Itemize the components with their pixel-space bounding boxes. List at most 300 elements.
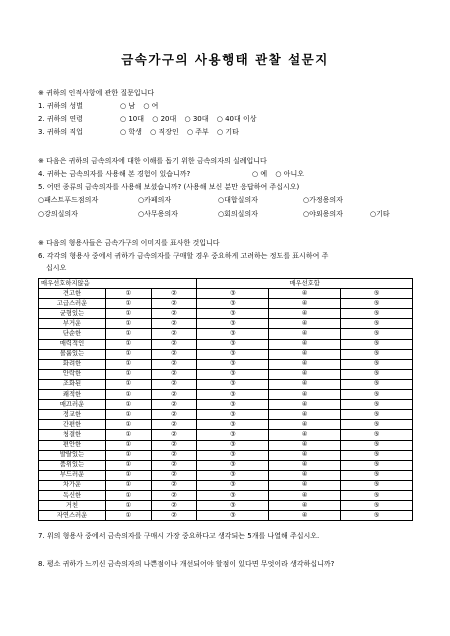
scale-option-5[interactable]: ⑤ [373, 511, 380, 519]
scale-option-3[interactable]: ③ [229, 319, 236, 327]
table-row [39, 379, 413, 389]
scale-option-2[interactable]: ② [171, 299, 177, 307]
scale-cell[interactable] [197, 490, 269, 500]
q5-option-lecture-room[interactable]: ○강의실의자 [38, 210, 78, 218]
scale-cell[interactable] [151, 490, 197, 500]
scale-cell[interactable] [197, 299, 269, 309]
scale-cell[interactable] [341, 359, 413, 369]
q5-option-waiting-room[interactable]: ○대합실의자 [218, 196, 258, 204]
scale-cell[interactable] [151, 480, 197, 490]
scale-option-3[interactable]: ③ [229, 400, 236, 408]
scale-option-4[interactable]: ④ [301, 451, 308, 459]
q1-label: 1. 귀하의 성별 [38, 102, 83, 110]
scale-option-5[interactable]: ⑤ [373, 420, 380, 428]
adjective-label: 정교한 [39, 410, 106, 420]
scale-option-1[interactable]: ① [125, 441, 132, 449]
scale-cell[interactable] [269, 339, 341, 349]
q6-text-line2: 십시오 [46, 264, 67, 272]
scale-cell[interactable] [197, 440, 269, 450]
scale-option-3[interactable]: ③ [229, 471, 236, 479]
scale-option-3[interactable]: ③ [229, 461, 236, 469]
scale-option-2[interactable]: ② [171, 410, 177, 418]
scale-option-3[interactable]: ③ [229, 390, 236, 398]
scale-cell[interactable] [269, 289, 341, 299]
scale-option-3[interactable]: ③ [229, 299, 236, 307]
scale-option-2[interactable]: ② [171, 481, 177, 489]
scale-option-4[interactable]: ④ [301, 390, 308, 398]
scale-cell[interactable] [341, 329, 413, 339]
scale-cell[interactable] [341, 410, 413, 420]
scale-option-1[interactable]: ① [125, 380, 132, 388]
scale-cell[interactable] [197, 450, 269, 460]
scale-cell[interactable] [197, 430, 269, 440]
scale-cell[interactable] [197, 359, 269, 369]
adjective-label: 편안한 [39, 440, 106, 450]
scale-cell[interactable] [106, 460, 152, 470]
table-row [39, 400, 413, 410]
scale-option-3[interactable]: ③ [229, 451, 236, 459]
scale-cell[interactable] [341, 349, 413, 359]
scale-cell[interactable] [197, 319, 269, 329]
q3-row [38, 128, 239, 137]
scale-cell[interactable] [106, 390, 152, 400]
scale-option-1[interactable]: ① [125, 491, 132, 499]
scale-cell[interactable] [151, 511, 197, 521]
scale-cell[interactable] [197, 410, 269, 420]
scale-option-4[interactable]: ④ [301, 501, 308, 509]
q1-option-female[interactable]: ○ 여 [143, 102, 159, 110]
scale-option-3[interactable]: ③ [229, 360, 236, 368]
scale-cell[interactable] [106, 420, 152, 430]
scale-cell[interactable] [106, 480, 152, 490]
scale-option-2[interactable]: ② [171, 501, 177, 509]
table-row [39, 480, 413, 490]
scale-cell[interactable] [106, 400, 152, 410]
scale-cell[interactable] [269, 450, 341, 460]
scale-option-2[interactable]: ② [171, 340, 177, 348]
q4-option-no[interactable]: ○ 아니오 [275, 170, 304, 178]
scale-cell[interactable] [151, 450, 197, 460]
q2-row [38, 115, 257, 124]
scale-option-1[interactable]: ① [125, 430, 132, 438]
scale-option-5[interactable]: ⑤ [373, 430, 380, 438]
scale-cell[interactable] [106, 359, 152, 369]
scale-option-5[interactable]: ⑤ [373, 350, 380, 358]
scale-option-4[interactable]: ④ [301, 350, 308, 358]
scale-option-3[interactable]: ③ [229, 309, 236, 317]
scale-cell[interactable] [106, 329, 152, 339]
scale-option-5[interactable]: ⑤ [373, 471, 380, 479]
scale-cell[interactable] [341, 440, 413, 450]
adjective-label: 품위있는 [39, 460, 106, 470]
scale-option-3[interactable]: ③ [229, 491, 236, 499]
scale-cell[interactable] [269, 349, 341, 359]
q5-option-cafe[interactable]: ○카페의자 [138, 196, 172, 204]
scale-option-2[interactable]: ② [171, 390, 177, 398]
scale-option-4[interactable]: ④ [301, 481, 308, 489]
scale-option-1[interactable]: ① [125, 400, 132, 408]
scale-option-4[interactable]: ④ [301, 410, 308, 418]
scale-cell[interactable] [197, 420, 269, 430]
q2-option-20s[interactable]: ○ 20대 [152, 115, 177, 123]
scale-option-4[interactable]: ④ [301, 370, 308, 378]
scale-cell[interactable] [151, 299, 197, 309]
section1-header: ※ 귀하의 인적사항에 관한 질문입니다 [38, 89, 155, 97]
scale-option-5[interactable]: ⑤ [373, 340, 380, 348]
scale-option-4[interactable]: ④ [301, 491, 308, 499]
scale-cell[interactable] [341, 289, 413, 299]
table-row [39, 460, 413, 470]
scale-option-3[interactable]: ③ [229, 511, 236, 519]
scale-option-4[interactable]: ④ [301, 299, 308, 307]
scale-option-5[interactable]: ⑤ [373, 299, 380, 307]
scale-option-5[interactable]: ⑤ [373, 380, 380, 388]
scale-cell[interactable] [269, 470, 341, 480]
scale-option-3[interactable]: ③ [229, 420, 236, 428]
scale-cell[interactable] [151, 420, 197, 430]
q5-option-home[interactable]: ○가정용의자 [303, 196, 343, 204]
table-row [39, 390, 413, 400]
scale-cell[interactable] [341, 501, 413, 511]
scale-option-4[interactable]: ④ [301, 380, 308, 388]
scale-cell[interactable] [151, 400, 197, 410]
scale-option-1[interactable]: ① [125, 410, 132, 418]
scale-right-label: 매우선호함 [197, 279, 413, 289]
scale-cell[interactable] [197, 390, 269, 400]
scale-cell[interactable] [341, 480, 413, 490]
scale-cell[interactable] [151, 339, 197, 349]
scale-option-4[interactable]: ④ [301, 400, 308, 408]
adjective-label: 부드러운 [39, 470, 106, 480]
scale-header-row [39, 279, 413, 289]
scale-cell[interactable] [151, 379, 197, 389]
scale-option-5[interactable]: ⑤ [373, 370, 380, 378]
scale-cell[interactable] [151, 390, 197, 400]
scale-cell[interactable] [197, 480, 269, 490]
scale-option-2[interactable]: ② [171, 360, 177, 368]
scale-option-3[interactable]: ③ [229, 410, 236, 418]
scale-cell[interactable] [151, 460, 197, 470]
scale-cell[interactable] [106, 501, 152, 511]
scale-option-1[interactable]: ① [125, 390, 132, 398]
table-row [39, 369, 413, 379]
table-row [39, 420, 413, 430]
scale-option-2[interactable]: ② [171, 319, 177, 327]
scale-option-5[interactable]: ⑤ [373, 400, 380, 408]
scale-option-1[interactable]: ① [125, 289, 132, 297]
scale-cell[interactable] [269, 299, 341, 309]
q4-option-yes[interactable]: ○ 예 [252, 170, 268, 178]
scale-cell[interactable] [341, 450, 413, 460]
scale-option-1[interactable]: ① [125, 299, 132, 307]
scale-cell[interactable] [269, 511, 341, 521]
scale-cell[interactable] [269, 501, 341, 511]
scale-cell[interactable] [106, 440, 152, 450]
scale-cell[interactable] [197, 400, 269, 410]
scale-cell[interactable] [151, 319, 197, 329]
scale-cell[interactable] [197, 289, 269, 299]
q5-option-office[interactable]: ○사무용의자 [138, 210, 178, 218]
scale-option-1[interactable]: ① [125, 319, 132, 327]
scale-option-5[interactable]: ⑤ [373, 451, 380, 459]
q5-option-meeting-room[interactable]: ○회의실의자 [218, 210, 258, 218]
q2-label: 2. 귀하의 연령 [38, 115, 83, 123]
scale-option-2[interactable]: ② [171, 370, 177, 378]
scale-option-5[interactable]: ⑤ [373, 491, 380, 499]
scale-cell[interactable] [151, 329, 197, 339]
scale-cell[interactable] [106, 349, 152, 359]
scale-cell[interactable] [341, 390, 413, 400]
scale-option-1[interactable]: ① [125, 350, 132, 358]
table-row [39, 501, 413, 511]
scale-option-1[interactable]: ① [125, 511, 132, 519]
scale-cell[interactable] [151, 309, 197, 319]
scale-cell[interactable] [151, 440, 197, 450]
scale-cell[interactable] [106, 379, 152, 389]
q3-option-homemaker[interactable]: ○ 주부 [186, 128, 209, 136]
scale-option-5[interactable]: ⑤ [373, 390, 380, 398]
scale-option-3[interactable]: ③ [229, 430, 236, 438]
scale-cell[interactable] [269, 490, 341, 500]
scale-cell[interactable] [341, 379, 413, 389]
scale-cell[interactable] [106, 511, 152, 521]
scale-cell[interactable] [106, 369, 152, 379]
scale-option-4[interactable]: ④ [301, 511, 308, 519]
scale-option-5[interactable]: ⑤ [373, 360, 380, 368]
q4-row [38, 170, 304, 179]
scale-cell[interactable] [269, 400, 341, 410]
table-row [39, 349, 413, 359]
table-row [39, 289, 413, 299]
scale-cell[interactable] [197, 339, 269, 349]
q2-option-40plus[interactable]: ○ 40대 이상 [216, 115, 257, 123]
scale-option-3[interactable]: ③ [229, 380, 236, 388]
scale-option-4[interactable]: ④ [301, 430, 308, 438]
scale-cell[interactable] [269, 410, 341, 420]
scale-option-5[interactable]: ⑤ [373, 441, 380, 449]
q5-option-fastfood[interactable]: ○패스트푸드점의자 [38, 196, 99, 204]
scale-cell[interactable] [106, 470, 152, 480]
scale-cell[interactable] [197, 511, 269, 521]
scale-option-4[interactable]: ④ [301, 309, 308, 317]
scale-option-3[interactable]: ③ [229, 501, 236, 509]
scale-option-3[interactable]: ③ [229, 370, 236, 378]
q1-option-male[interactable]: ○ 남 [120, 102, 136, 110]
scale-left-label: 매우선호하지않음 [39, 279, 197, 289]
scale-cell[interactable] [151, 349, 197, 359]
scale-cell[interactable] [151, 430, 197, 440]
scale-cell[interactable] [151, 410, 197, 420]
scale-cell[interactable] [269, 309, 341, 319]
table-row [39, 450, 413, 460]
scale-option-2[interactable]: ② [171, 491, 177, 499]
adjective-label: 견고한 [39, 289, 106, 299]
adjective-label: 차가운 [39, 480, 106, 490]
scale-option-2[interactable]: ② [171, 471, 177, 479]
scale-cell[interactable] [269, 480, 341, 490]
scale-option-1[interactable]: ① [125, 481, 132, 489]
scale-option-3[interactable]: ③ [229, 350, 236, 358]
scale-option-3[interactable]: ③ [229, 289, 236, 297]
scale-option-2[interactable]: ② [171, 451, 177, 459]
page-title: 금속가구의 사용행태 관찰 설문지 [121, 52, 329, 67]
table-row [39, 410, 413, 420]
scale-cell[interactable] [341, 430, 413, 440]
scale-option-4[interactable]: ④ [301, 319, 308, 327]
section2-header: ※ 다음은 귀하의 금속의자에 대한 이해를 돕기 위한 금속의자의 실례입니다 [38, 157, 267, 165]
table-row [39, 309, 413, 319]
scale-option-4[interactable]: ④ [301, 441, 308, 449]
scale-option-5[interactable]: ⑤ [373, 481, 380, 489]
scale-cell[interactable] [151, 369, 197, 379]
table-row [39, 299, 413, 309]
adjective-label: 자연스러운 [39, 511, 106, 521]
scale-cell[interactable] [269, 359, 341, 369]
scale-option-2[interactable]: ② [171, 309, 177, 317]
scale-cell[interactable] [341, 319, 413, 329]
scale-option-1[interactable]: ① [125, 471, 132, 479]
scale-cell[interactable] [106, 299, 152, 309]
scale-option-1[interactable]: ① [125, 360, 132, 368]
scale-option-4[interactable]: ④ [301, 340, 308, 348]
scale-option-1[interactable]: ① [125, 451, 132, 459]
table-row [39, 339, 413, 349]
scale-option-2[interactable]: ② [171, 461, 177, 469]
adjective-label: 쾌적한 [39, 390, 106, 400]
scale-cell[interactable] [197, 329, 269, 339]
scale-option-3[interactable]: ③ [229, 330, 236, 338]
scale-cell[interactable] [341, 511, 413, 521]
q5-option-other[interactable]: ○기타 [370, 210, 390, 218]
scale-cell[interactable] [197, 369, 269, 379]
scale-option-1[interactable]: ① [125, 330, 132, 338]
scale-cell[interactable] [197, 460, 269, 470]
scale-cell[interactable] [341, 299, 413, 309]
scale-cell[interactable] [197, 349, 269, 359]
adjective-scale-table [38, 278, 413, 521]
q2-option-30s[interactable]: ○ 30대 [184, 115, 209, 123]
scale-cell[interactable] [197, 501, 269, 511]
q3-option-employee[interactable]: ○ 직장인 [150, 128, 179, 136]
scale-cell[interactable] [341, 460, 413, 470]
scale-cell[interactable] [269, 379, 341, 389]
adjective-label: 매끄러운 [39, 400, 106, 410]
scale-cell[interactable] [106, 339, 152, 349]
adjective-label: 조화된 [39, 379, 106, 389]
q5-option-outdoor[interactable]: ○야외용의자 [303, 210, 343, 218]
scale-option-2[interactable]: ② [171, 350, 177, 358]
table-row [39, 440, 413, 450]
scale-option-2[interactable]: ② [171, 330, 177, 338]
q3-option-other[interactable]: ○ 기타 [217, 128, 239, 136]
scale-cell[interactable] [341, 309, 413, 319]
scale-cell[interactable] [151, 289, 197, 299]
table-row [39, 511, 413, 521]
scale-option-2[interactable]: ② [171, 289, 177, 297]
scale-option-2[interactable]: ② [171, 400, 177, 408]
scale-option-1[interactable]: ① [125, 501, 132, 509]
scale-cell[interactable] [106, 289, 152, 299]
scale-option-5[interactable]: ⑤ [373, 330, 380, 338]
scale-cell[interactable] [151, 359, 197, 369]
scale-option-1[interactable]: ① [125, 461, 132, 469]
scale-cell[interactable] [341, 339, 413, 349]
q2-option-10s[interactable]: ○ 10대 [120, 115, 145, 123]
scale-option-4[interactable]: ④ [301, 289, 308, 297]
adjective-label: 볼륨있는 [39, 349, 106, 359]
scale-option-3[interactable]: ③ [229, 340, 236, 348]
scale-option-2[interactable]: ② [171, 511, 177, 519]
scale-option-3[interactable]: ③ [229, 481, 236, 489]
scale-cell[interactable] [269, 329, 341, 339]
scale-cell[interactable] [269, 440, 341, 450]
scale-cell[interactable] [341, 400, 413, 410]
scale-option-1[interactable]: ① [125, 309, 132, 317]
scale-option-5[interactable]: ⑤ [373, 289, 380, 297]
scale-option-2[interactable]: ② [171, 380, 177, 388]
scale-option-5[interactable]: ⑤ [373, 309, 380, 317]
scale-cell[interactable] [269, 420, 341, 430]
adjective-label: 거친 [39, 501, 106, 511]
scale-option-1[interactable]: ① [125, 370, 132, 378]
scale-cell[interactable] [106, 410, 152, 420]
scale-cell[interactable] [197, 379, 269, 389]
scale-option-5[interactable]: ⑤ [373, 319, 380, 327]
scale-cell[interactable] [269, 319, 341, 329]
scale-option-2[interactable]: ② [171, 441, 177, 449]
scale-cell[interactable] [341, 420, 413, 430]
adjective-label: 발랄있는 [39, 450, 106, 460]
scale-option-4[interactable]: ④ [301, 471, 308, 479]
scale-option-1[interactable]: ① [125, 420, 132, 428]
scale-option-5[interactable]: ⑤ [373, 410, 380, 418]
scale-cell[interactable] [106, 319, 152, 329]
scale-option-5[interactable]: ⑤ [373, 461, 380, 469]
scale-cell[interactable] [151, 470, 197, 480]
scale-cell[interactable] [106, 309, 152, 319]
table-row [39, 359, 413, 369]
scale-cell[interactable] [341, 490, 413, 500]
scale-cell[interactable] [197, 470, 269, 480]
scale-cell[interactable] [197, 309, 269, 319]
table-row [39, 329, 413, 339]
scale-cell[interactable] [106, 490, 152, 500]
scale-option-5[interactable]: ⑤ [373, 501, 380, 509]
adjective-label: 화려한 [39, 359, 106, 369]
scale-option-2[interactable]: ② [171, 420, 177, 428]
section3-header: ※ 다음의 형용사들은 금속가구의 이미지를 표사한 것입니다 [38, 239, 220, 247]
scale-cell[interactable] [151, 501, 197, 511]
scale-cell[interactable] [269, 460, 341, 470]
q3-option-student[interactable]: ○ 학생 [120, 128, 142, 136]
scale-option-3[interactable]: ③ [229, 441, 236, 449]
scale-option-4[interactable]: ④ [301, 360, 308, 368]
scale-option-2[interactable]: ② [171, 430, 177, 438]
scale-cell[interactable] [269, 390, 341, 400]
scale-cell[interactable] [341, 369, 413, 379]
q7-text: 7. 위의 형용사 중에서 금속의자를 구매시 가장 중요하다고 생각되는 5개를 나열해 주십시오. [38, 532, 320, 540]
scale-cell[interactable] [106, 430, 152, 440]
q1-row [38, 102, 159, 111]
scale-cell[interactable] [269, 369, 341, 379]
scale-option-1[interactable]: ① [125, 340, 132, 348]
scale-option-4[interactable]: ④ [301, 420, 308, 428]
scale-cell[interactable] [106, 450, 152, 460]
scale-option-4[interactable]: ④ [301, 461, 308, 469]
scale-cell[interactable] [269, 430, 341, 440]
scale-cell[interactable] [341, 470, 413, 480]
scale-option-4[interactable]: ④ [301, 330, 308, 338]
